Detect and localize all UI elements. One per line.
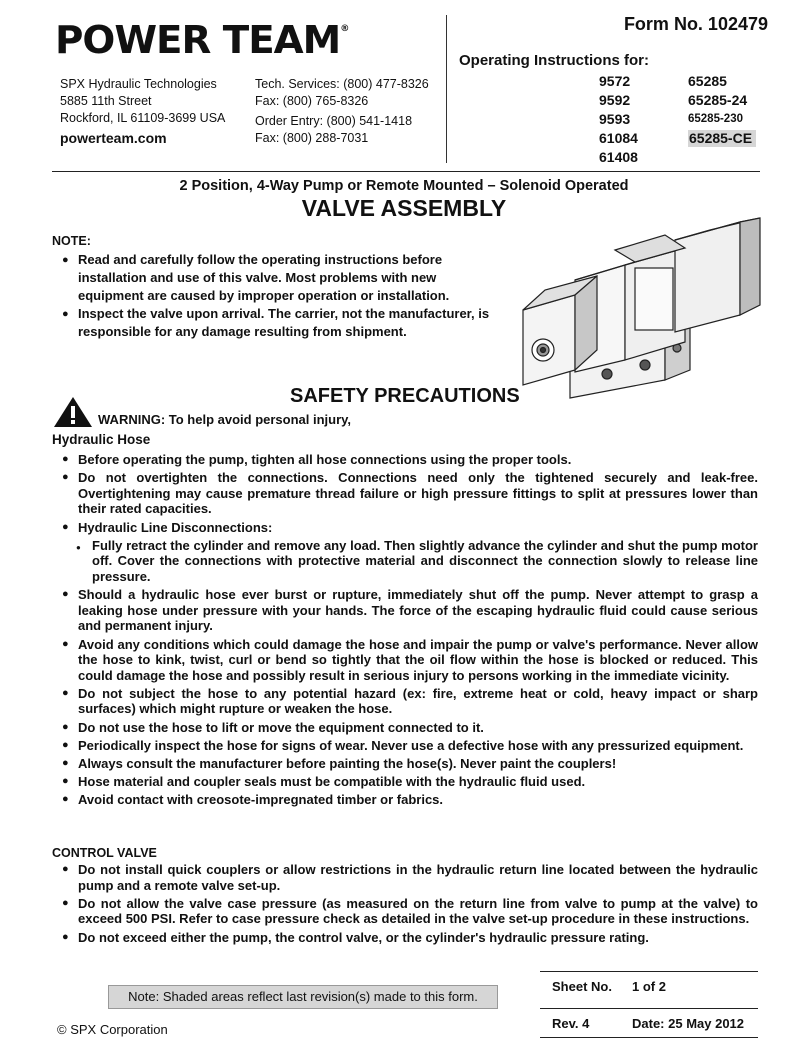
control-valve-heading: CONTROL VALVE <box>52 846 157 860</box>
registered-mark: ® <box>340 24 350 34</box>
tech-services-phone: Tech. Services: (800) 477-8326 <box>255 77 429 91</box>
list-item: ● Hose material and coupler seals must be compatible with the hydraulic fluid used. <box>62 774 758 790</box>
list-item: ● Do not exceed either the pump, the control valve, or the cylinder's hydraulic pressure rating. <box>62 930 758 946</box>
sheet-info <box>540 971 758 1038</box>
warning-text: WARNING: To help avoid personal injury, <box>98 412 352 427</box>
list-item: ● Inspect the valve upon arrival. The carrier, not the manufacturer, is responsible for any damage resulting from shipment. <box>62 305 502 341</box>
website-link[interactable]: powerteam.com <box>60 130 167 146</box>
list-item: ● Should a hydraulic hose ever burst or rupture, immediately shut off the pump. Never attempt to grasp a leaking hose under pressure with your hands. The force of the escaping hydraulic fluid could cause serious and permanent injury. <box>62 587 758 634</box>
brand-name: POWER TEAM <box>55 18 341 62</box>
brand-logo <box>55 18 349 62</box>
control-valve-list <box>62 862 758 948</box>
sheet-number-row <box>540 971 758 1000</box>
note-label: NOTE: <box>52 234 91 248</box>
list-item: ● Always consult the manufacturer before painting the hose(s). Never paint the couplers! <box>62 756 758 772</box>
model-number: 61408 <box>599 149 638 165</box>
contact-numbers <box>255 76 429 147</box>
model-number: 65285-230 <box>688 113 743 125</box>
list-item: ● Read and carefully follow the operating instructions before installation and use of this valve. Most problems with new equipment are caused by improper operation or installation. <box>62 251 502 305</box>
form-number: Form No. 102479 <box>623 14 768 34</box>
warning-icon <box>52 395 94 429</box>
safety-heading: SAFETY PRECAUTIONS <box>290 385 520 407</box>
list-item: ● Avoid any conditions which could damage the hose and impair the pump or valve's performance. Never allow the hose to kink, twist, curl or bend so tightly that the oil flow within the hose is blocked or reduced. This could damage the hose and possibly result in serious injury to persons working in the immediate vicinity. <box>62 637 758 684</box>
list-item: ● Do not allow the valve case pressure (as measured on the return line from valve to pump at the valve) to exceed 500 PSI. Refer to case pressure check as detailed in the valve set-up procedure in these instructions. <box>62 896 758 927</box>
model-list-col2 <box>688 72 756 148</box>
model-number-revised: 65285-CE <box>688 130 756 147</box>
document-subtitle: 2 Position, 4-Way Pump or Remote Mounted – Solenoid Operated <box>179 178 629 194</box>
list-item: ● Avoid contact with creosote-impregnated timber or fabrics. <box>62 792 758 808</box>
list-item: ● Do not overtighten the connections. Connections need only the tightened securely and leak-free. Overtightening may cause premature thread failure or high pressure fittings to split at pressures lower than their rated capacities. <box>62 470 758 517</box>
list-item: ● Hydraulic Line Disconnections: <box>62 520 758 536</box>
revision-note: Note: Shaded areas reflect last revision(s) made to this form. <box>108 985 498 1009</box>
copyright: © SPX Corporation <box>57 1022 168 1037</box>
city-state-zip: Rockford, IL 61109-3699 USA <box>60 111 226 125</box>
sheet-label: Sheet No. <box>552 978 612 994</box>
sheet-value: 1 of 2 <box>632 978 666 994</box>
company-address <box>60 76 225 147</box>
list-item: ● Do not install quick couplers or allow restrictions in the hydraulic return line located between the hydraulic pump and a remote valve set-up. <box>62 862 758 893</box>
model-number: 9592 <box>599 92 631 108</box>
safety-list <box>62 452 758 811</box>
model-number: 65285 <box>688 73 727 89</box>
revision-label: Rev. 4 <box>552 1015 590 1031</box>
fax-number-2: Fax: (800) 288-7031 <box>255 131 369 145</box>
list-item: ● Before operating the pump, tighten all hose connections using the proper tools. <box>62 452 758 468</box>
street-address: 5885 11th Street <box>60 94 152 108</box>
model-number: 65285-24 <box>688 92 748 108</box>
model-number: 9572 <box>599 73 631 89</box>
valve-assembly-illustration <box>515 210 765 400</box>
list-item: ● Do not subject the hose to any potential hazard (ex: fire, extreme heat or cold, heavy impact or sharp surfaces) which might rupture or weaken the hose. <box>62 686 758 717</box>
model-list-col1 <box>599 72 638 167</box>
fax-number-1: Fax: (800) 765-8326 <box>255 94 369 108</box>
header-divider <box>446 15 447 163</box>
revision-date: Date: 25 May 2012 <box>632 1015 745 1031</box>
list-item: ● Periodically inspect the hose for signs of wear. Never use a defective hose with any pressurized equipment. <box>62 738 758 754</box>
company-name: SPX Hydraulic Technologies <box>60 77 217 91</box>
order-entry-phone: Order Entry: (800) 541-1418 <box>255 114 413 128</box>
model-number: 61084 <box>599 130 638 146</box>
operating-instructions-label: Operating Instructions for: <box>459 52 650 69</box>
model-number: 9593 <box>599 111 631 127</box>
list-item: ● Do not use the hose to lift or move the equipment connected to it. <box>62 720 758 736</box>
hydraulic-hose-heading: Hydraulic Hose <box>52 432 151 447</box>
note-list <box>62 251 502 341</box>
sub-list-item: ● Fully retract the cylinder and remove any load. Then slightly advance the cylinder and shut the pump motor off. Cover the connections with protective material and disconnect the connection slowly to release line pressure. <box>76 538 758 585</box>
revision-row <box>540 1008 758 1038</box>
header-rule <box>52 171 760 172</box>
document-title: VALVE ASSEMBLY <box>301 195 507 221</box>
